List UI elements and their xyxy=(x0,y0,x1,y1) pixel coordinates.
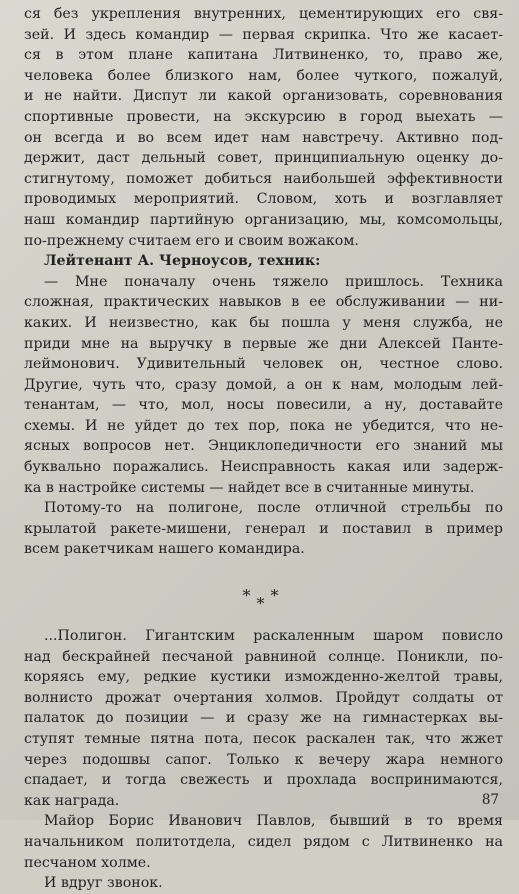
text-line: и не найти. Диспут ли какой организовать, соревнования xyxy=(24,88,503,105)
paragraph xyxy=(24,4,503,251)
paragraph xyxy=(24,272,503,499)
text-line: тенантам, — что, мол, носы повесили, а ну, доставайте xyxy=(24,397,503,414)
text-line: — Мне поначалу очень тяжело пришлось. Техника xyxy=(44,273,503,290)
paragraph xyxy=(24,811,503,873)
text-line: начальником политотдела, сидел рядом с Литвиненко на xyxy=(24,833,503,850)
text-line: буквально поражались. Неисправность какая или задерж- xyxy=(24,459,503,476)
text-line: проводимых мероприятий. Словом, хоть и возглавляет xyxy=(24,191,503,208)
text-line: зей. И здесь командир — первая скрипка. Что же касает- xyxy=(24,26,503,43)
text-line: всем ракетчикам нашего командира. xyxy=(24,541,305,558)
text-line: крылатой ракете-мишени, генерал и поставил в пример xyxy=(24,520,503,537)
text-line: ся в этом плане капитана Литвиненко, то, право же, xyxy=(24,47,503,64)
text-line: он всегда и во всем идет нам навстречу. Активно под- xyxy=(24,129,503,146)
text-line: палаток до позиции — и сразу же на гимнастерках вы- xyxy=(24,710,503,727)
text-line: держит, даст дельный совет, принципиальную оценку до- xyxy=(24,150,503,167)
paragraph xyxy=(24,498,503,560)
text-line: Майор Борис Иванович Павлов, бывший в то время xyxy=(44,813,503,830)
text-line: по-прежнему считаем его и своим вожаком. xyxy=(24,232,359,249)
separator-asterisk: * xyxy=(256,594,271,614)
text-line: леймонович. Удивительный человек он, честное слово. xyxy=(24,356,503,373)
text-line: коряясь ему, редкие кустики изможденно-желтой травы, xyxy=(24,669,503,686)
text-line: Лейтенант А. Черноусов, техник: xyxy=(44,253,321,270)
text-line: спортивные провести, на экскурсию в город выехать — xyxy=(24,108,503,125)
text-line: каких. И неизвестно, как бы пошла у меня служба, не xyxy=(24,314,503,331)
text-line: Другие, чуть что, сразу домой, а он к нам, молодым лей- xyxy=(24,376,503,393)
text-line: Потому-то на полигоне, после отличной стрельбы по xyxy=(44,500,503,517)
text-line: наш командир партийную организацию, мы, комсомольцы, xyxy=(24,211,503,228)
text-body xyxy=(24,4,503,894)
page-number: 87 xyxy=(481,792,499,808)
paragraph xyxy=(24,626,503,811)
text-line: над бескрайней песчаной равниной солнце. Поникли, по- xyxy=(24,648,503,665)
text-line: сложная, практических навыков в ее обслуживании — ни- xyxy=(24,294,503,311)
text-line: человека более близкого нам, более чуткого, пожалуй, xyxy=(24,67,503,84)
text-line: ся без укрепления внутренних, цементирующих его свя- xyxy=(24,6,503,22)
separator-asterisk: * xyxy=(270,586,285,606)
text-line: через подошвы сапог. Только к вечеру жара немного xyxy=(24,751,503,768)
text-line: спадает, и тогда свежесть и прохлада воспринимаются, xyxy=(24,772,503,789)
paragraph xyxy=(24,873,503,894)
separator-asterisk: * xyxy=(242,586,257,606)
text-line: ка в настройке системы — найдет все в считанные минуты. xyxy=(24,479,475,496)
text-line: И вдруг звонок. xyxy=(44,875,163,892)
text-line: волнисто дрожат очертания холмов. Пройдут солдаты от xyxy=(24,689,503,706)
text-line: ступят темные пятна пота, песок раскален так, что жжет xyxy=(24,731,503,747)
speaker-heading xyxy=(24,251,503,272)
text-line: схемы. И не уйдет до тех пор, пока не убедится, что не- xyxy=(24,417,503,434)
text-line: песчаном холме. xyxy=(24,854,151,871)
section-separator xyxy=(24,586,503,614)
text-line: как награда. xyxy=(24,792,120,809)
text-line: ясных вопросов нет. Энциклопедичности его знаний мы xyxy=(24,438,503,455)
text-line: стигнутому, поможет добиться наибольшей эффективности xyxy=(24,170,503,187)
text-line: приди мне на выручку в первые же дни Алексей Панте- xyxy=(24,335,503,352)
text-line: ...Полигон. Гигантским раскаленным шаром повисло xyxy=(44,628,503,645)
